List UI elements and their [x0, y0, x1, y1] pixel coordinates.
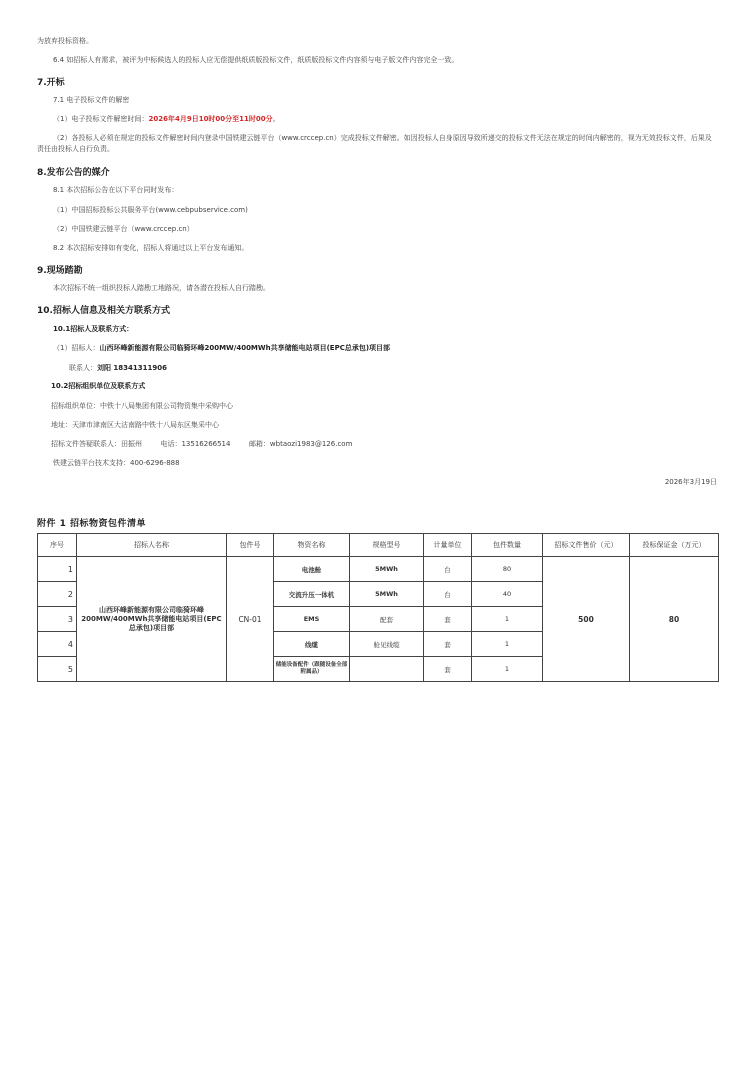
section-10-heading: 10.招标人信息及相关方联系方式 [37, 306, 170, 316]
row-material: 交流升压一体机 [274, 582, 350, 607]
row-unit: 台 [424, 582, 472, 607]
row-spec: 舱见线缆 [350, 632, 424, 657]
header-spec: 规格型号 [350, 534, 424, 557]
continuation-text: 为放弃投标资格。 [37, 37, 93, 45]
row-material: 电池舱 [274, 557, 350, 582]
header-material: 物资名称 [274, 534, 350, 557]
tech-support-line: 铁建云链平台技术支持：400-6296-888 [53, 459, 180, 467]
row-spec: 5MWh [350, 557, 424, 582]
row-material: 储能设备配件（跟随设备全部附属品） [274, 657, 350, 682]
price-cell: 500 [543, 557, 630, 682]
contact-line [69, 363, 167, 374]
platform-2: （2）中国铁建云链平台（www.crccep.cn） [53, 225, 194, 233]
header-deposit: 投标保证金（万元） [630, 534, 719, 557]
platform-1: （1）中国招标投标公共服务平台(www.cebpubservice.com) [53, 206, 248, 214]
header-qty: 包件数量 [472, 534, 543, 557]
clause-8-1: 8.1 本次招标公告在以下平台同时发布： [53, 186, 179, 194]
row-qty: 80 [472, 557, 543, 582]
table-row [38, 557, 719, 582]
row-seq: 1 [38, 557, 77, 582]
document-date: 2026年3月19日 [664, 478, 717, 486]
package-table [37, 533, 719, 682]
section-7-heading: 7.开标 [37, 78, 65, 88]
row-unit: 台 [424, 557, 472, 582]
contact-label: 联系人： [69, 364, 97, 372]
bidder-cell: 山西环峰新能源有限公司临猗环峰200MW/400MWh共享储能电站项目(EPC总承包)项目部 [77, 557, 227, 682]
deposit-cell: 80 [630, 557, 719, 682]
row-unit: 套 [424, 632, 472, 657]
row-unit: 套 [424, 607, 472, 632]
decrypt-rule-paragraph: （2）各投标人必须在规定的投标文件解密时间内登录中国铁建云链平台（www.crccep.cn）完成投标文件解密。如因投标人自身原因导致所递交的投标文件无法在规定的时间内解密的，视为无效投标文件，后果及责任由投标人自行负责。 [37, 134, 712, 153]
row-material: EMS [274, 607, 350, 632]
header-seq: 序号 [38, 534, 77, 557]
bidder-line [53, 343, 390, 354]
row-seq: 5 [38, 657, 77, 682]
row-spec: 配套 [350, 607, 424, 632]
row-seq: 2 [38, 582, 77, 607]
header-price: 招标文件售价（元） [543, 534, 630, 557]
qa-contact-name: 招标文件答疑联系人：田振州 [51, 440, 142, 448]
clause-10-1: 10.1招标人及联系方式： [53, 325, 134, 333]
organizer-line: 招标组织单位：中铁十八局集团有限公司物资集中采购中心 [51, 402, 233, 410]
row-qty: 1 [472, 607, 543, 632]
row-spec: 5MWh [350, 582, 424, 607]
decrypt-time-value: 2026年4月9日10时00分至11时00分 [148, 115, 273, 123]
row-qty: 40 [472, 582, 543, 607]
header-package: 包件号 [227, 534, 274, 557]
qa-phone: 电话：13516266514 [160, 440, 231, 448]
qa-contact-line [51, 439, 352, 450]
header-unit: 计量单位 [424, 534, 472, 557]
row-material: 线缆 [274, 632, 350, 657]
clause-10-2: 10.2招标组织单位及联系方式 [51, 382, 146, 390]
bidder-name: 山西环峰新能源有限公司临猗环峰200MW/400MWh共享储能电站项目(EPC总承包)项目部 [99, 344, 391, 352]
section-9-heading: 9.现场踏勘 [37, 266, 83, 276]
address-line: 地址：天津市津南区大沽南路中铁十八局东区集采中心 [51, 421, 219, 429]
site-visit-text: 本次招标不统一组织投标人踏勘工地路况，请各潜在投标人自行踏勘。 [53, 284, 270, 292]
row-qty: 1 [472, 657, 543, 682]
clause-6-4: 6.4 如招标人有需求，被评为中标候选人的投标人应无偿提供纸质版投标文件，纸质版投标文件内容须与电子版文件内容完全一致。 [53, 56, 459, 64]
table-header-row [38, 534, 719, 557]
package-cell: CN-01 [227, 557, 274, 682]
contact-value: 刘阳 18341311906 [97, 364, 168, 372]
clause-7-1: 7.1 电子投标文件的解密 [53, 96, 130, 104]
clause-8-2: 8.2 本次招标安排如有变化，招标人将通过以上平台发布通知。 [53, 244, 249, 252]
header-bidder: 招标人名称 [77, 534, 227, 557]
decrypt-time-line [53, 114, 280, 125]
row-seq: 3 [38, 607, 77, 632]
decrypt-time-end: 。 [272, 115, 280, 123]
row-spec [350, 657, 424, 682]
bidder-label: （1）招标人： [53, 344, 100, 352]
row-qty: 1 [472, 632, 543, 657]
row-seq: 4 [38, 632, 77, 657]
annex-title: 附件 1 招标物资包件清单 [37, 519, 147, 529]
section-8-heading: 8.发布公告的媒介 [37, 168, 110, 178]
row-unit: 套 [424, 657, 472, 682]
qa-email: 邮箱：wbtaozi1983@126.com [248, 440, 353, 448]
decrypt-time-label: （1）电子投标文件解密时间： [53, 115, 149, 123]
